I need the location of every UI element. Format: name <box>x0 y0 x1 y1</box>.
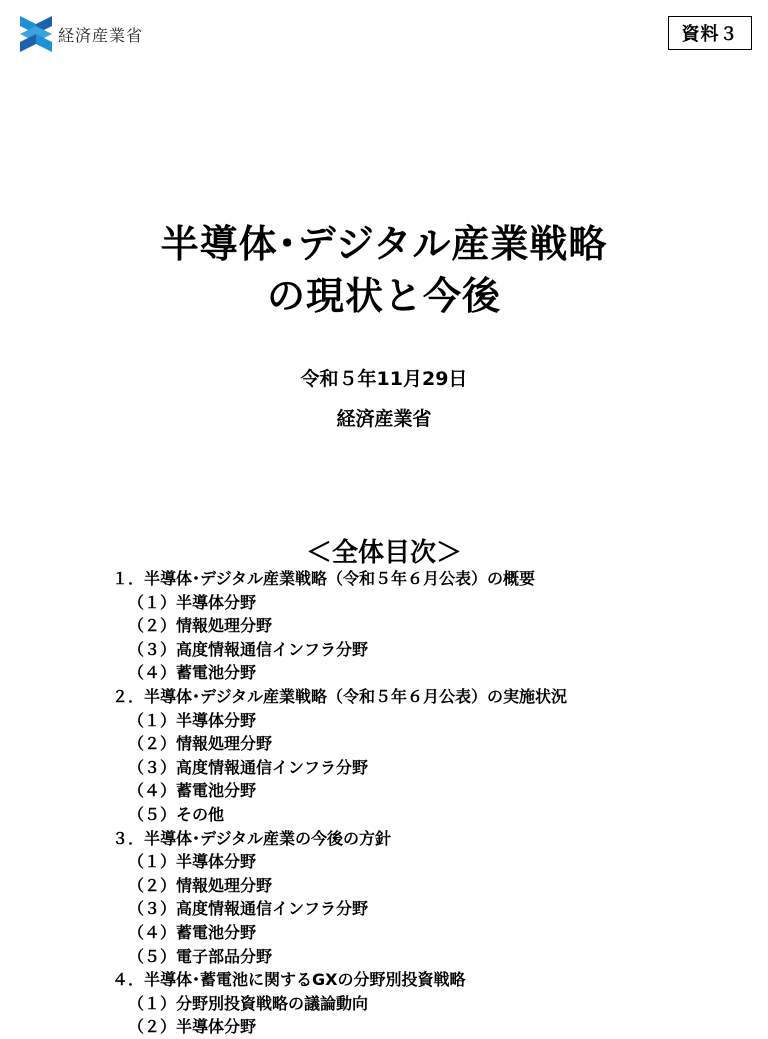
document-organization: 経済産業省 <box>336 408 432 430</box>
toc-subsection-item: （２）情報処理分野 <box>128 875 273 895</box>
toc-subsection-item: （４）蓄電池分野 <box>128 922 257 942</box>
toc-subsection-item: （３）高度情報通信インフラ分野 <box>128 639 369 659</box>
toc-subsection-item: （１）半導体分野 <box>128 710 257 730</box>
toc-subsection-item: （５）電子部品分野 <box>128 946 273 966</box>
toc-section-item: ４．半導体･蓄電池に関するGXの分野別投資戦略 <box>112 970 466 990</box>
logo-text: 経済産業省 <box>58 25 144 45</box>
toc-heading: ＜全体目次＞ <box>305 538 462 568</box>
table-of-contents <box>112 567 752 1039</box>
toc-subsection-item: （２）情報処理分野 <box>128 616 273 636</box>
toc-subsection-item: （１）半導体分野 <box>128 852 257 872</box>
toc-subsection-item: （１）分野別投資戦略の議論動向 <box>128 993 369 1013</box>
toc-subsection-item: （２）半導体分野 <box>128 1017 257 1037</box>
toc-subsection-item: （４）蓄電池分野 <box>128 781 257 801</box>
toc-subsection-item: （２）情報処理分野 <box>128 734 273 754</box>
document-date: 令和５年11月29日 <box>300 368 468 390</box>
meti-logo <box>18 14 143 54</box>
document-title <box>0 218 768 322</box>
toc-subsection-item: （４）蓄電池分野 <box>128 663 257 683</box>
document-number-label: 資料３ <box>668 16 752 50</box>
title-line-2: の現状と今後 <box>266 274 501 318</box>
toc-section-item: ２．半導体･デジタル産業戦略（令和５年６月公表）の実施状況 <box>112 686 568 706</box>
meti-logo-icon <box>18 14 54 54</box>
toc-section-item: ３．半導体･デジタル産業の今後の方針 <box>112 828 392 848</box>
toc-subsection-item: （３）高度情報通信インフラ分野 <box>128 757 369 777</box>
toc-subsection-item: （５）その他 <box>128 804 225 824</box>
toc-section-item: １．半導体･デジタル産業戦略（令和５年６月公表）の概要 <box>112 569 536 588</box>
title-line-1: 半導体･デジタル産業戦略 <box>160 222 608 266</box>
toc-subsection-item: （３）高度情報通信インフラ分野 <box>128 899 369 919</box>
toc-subsection-item: （１）半導体分野 <box>128 592 257 612</box>
